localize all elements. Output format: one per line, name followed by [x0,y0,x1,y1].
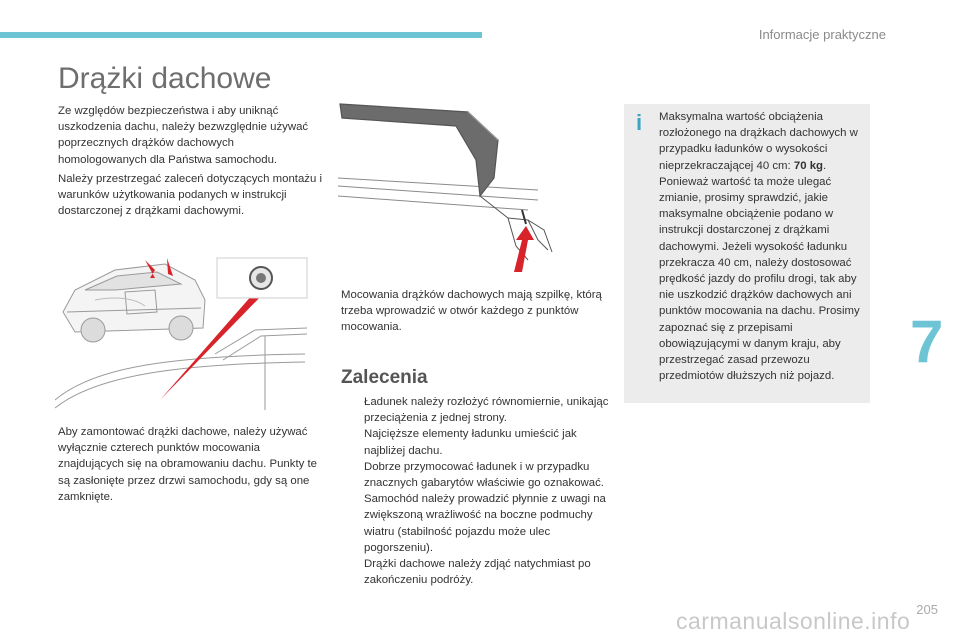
car-outline [63,264,205,342]
info-text-lead: Maksymalna wartość obciążenia rozłożonego na drążkach dachowych w przypadku ładunków o wysokości nieprzekraczającej 40 cm: [659,111,858,172]
recommendations-list [341,394,609,588]
info-text [659,109,865,384]
fixing-pin [522,210,526,224]
fixing-arrow [514,226,534,272]
list-item: Samochód należy prowadzić płynnie z uwagi na zwiększoną wrażliwość na boczne podmuchy wiatru (stabilność pojazdu może ulec pogorszeniu). [364,493,606,554]
max-load-value: 70 kg [793,159,823,172]
list-item: Dobrze przymocować ładunek i w przypadku znacznych gabarytów właściwie go oznakować. [364,460,604,490]
info-text-rest: . Ponieważ wartość ta może ulegać zmianie, prosimy sprawdzić, jakie maksymalne obciążenie podano w instrukcji dostarczonej z drążkami dachowymi. Jeżeli wysokość ładunku przekracza 40 cm, należy dostosować prędkość jazdy do profilu drogi, tak aby nie uszkodzić drążków dachowych ani punktów mocowania na dachu. Prosimy zapoznać się z przepisami obowiązującymi w danym kraju, aby przestrzegać zasad przewozu przedmiotów dłuższych niż pojazd. [659,159,860,383]
header-accent-bar [0,32,482,38]
fixing-caption: Mocowania drążków dachowych mają szpilkę, którą trzeba wprowadzić w otwór każdego z punktów mocowania. [341,289,602,334]
mounting-paragraph: Aby zamontować drążki dachowe, należy używać wyłącznie czterech punktów mocowania znajdujących się na obramowaniu dachu. Punkty te są zasłonięte przez drzwi samochodu, gdy są one zamknięte. [58,426,317,503]
chapter-number: 7 [910,308,944,375]
instructions-paragraph: Należy przestrzegać zaleceń dotyczących montażu i warunków użytkowania podanych w instrukcji dostarczonej z drążkami dachowymi. [58,173,323,218]
page-number: 205 [916,602,938,617]
roof-bar-fixing-illustration [338,100,610,272]
section-header: Informacje praktyczne [758,27,886,42]
car-roof-mount-illustration [55,250,311,410]
page-title: Drążki dachowe [58,62,272,95]
info-icon: i [635,110,643,135]
mount-point-detail [217,258,307,298]
roof-bar [340,104,498,196]
intro-paragraph: Ze względów bezpieczeństwa i aby uniknąć uszkodzenia dachu, należy bezwzględnie używać poprzecznych drążków dachowych homologowanych dla Państwa samochodu. [58,105,309,166]
list-item: Najcięższe elementy ładunku umieścić jak najbliżej dachu. [364,428,577,457]
list-item: Drążki dachowe należy zdjąć natychmiast po zakończeniu podróży. [364,558,591,587]
watermark: carmanualsonline.info [676,608,911,634]
bar-foot [480,196,552,260]
list-item: Ładunek należy rozłożyć równomiernie, unikając przeciążenia z jednej strony. [364,396,609,425]
recommendations-heading: Zalecenia [341,367,428,388]
